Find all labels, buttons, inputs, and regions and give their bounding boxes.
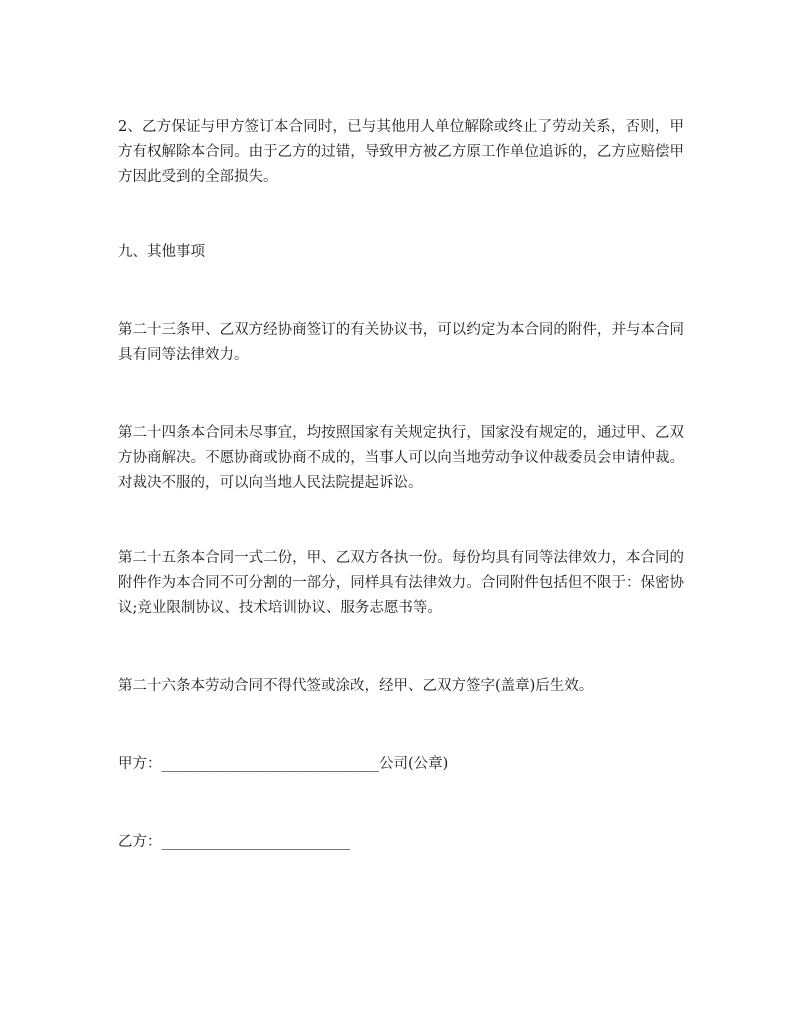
article-23-paragraph: 第二十三条甲、乙双方经协商签订的有关协议书，可以约定为本合同的附件，并与本合同具有同等法律效力。 (118, 322, 684, 363)
party-a-label: 甲方： (118, 756, 162, 772)
party-b-label: 乙方： (118, 834, 162, 850)
article-25-paragraph: 第二十五条本合同一式二份，甲、乙双方各执一份。每份均具有同等法律效力，本合同的附件作为本合同不可分割的一部分，同样具有法律效力。合同附件包括但不限于：保密协议;竞业限制协议、技术培训协议、服务志愿书等。 (118, 550, 684, 616)
party-a-signature-line (118, 752, 684, 777)
party-b-signature-line (118, 830, 684, 855)
party-a-suffix: 公司(公章) (379, 756, 449, 772)
clause-paragraph-2: 2、乙方保证与甲方签订本合同时，已与其他用人单位解除或终止了劳动关系，否则，甲方有权解除本合同。由于乙方的过错，导致甲方被乙方原工作单位追诉的，乙方应赔偿甲方因此受到的全部损失。 (118, 119, 684, 185)
party-a-blank: ______________________________ (161, 756, 379, 772)
article-24-paragraph: 第二十四条本合同未尽事宜，均按照国家有关规定执行，国家没有规定的，通过甲、乙双方协商解决。不愿协商或协商不成的，当事人可以向当地劳动争议仲裁委员会申请仲裁。对裁决不服的，可以向当地人民法院提起诉讼。 (118, 425, 684, 491)
section-heading-other-matters: 九、其他事项 (118, 244, 205, 260)
party-b-blank: __________________________ (161, 834, 350, 850)
article-26-paragraph: 第二十六条本劳动合同不得代签或涂改，经甲、乙双方签字(盖章)后生效。 (118, 678, 594, 694)
